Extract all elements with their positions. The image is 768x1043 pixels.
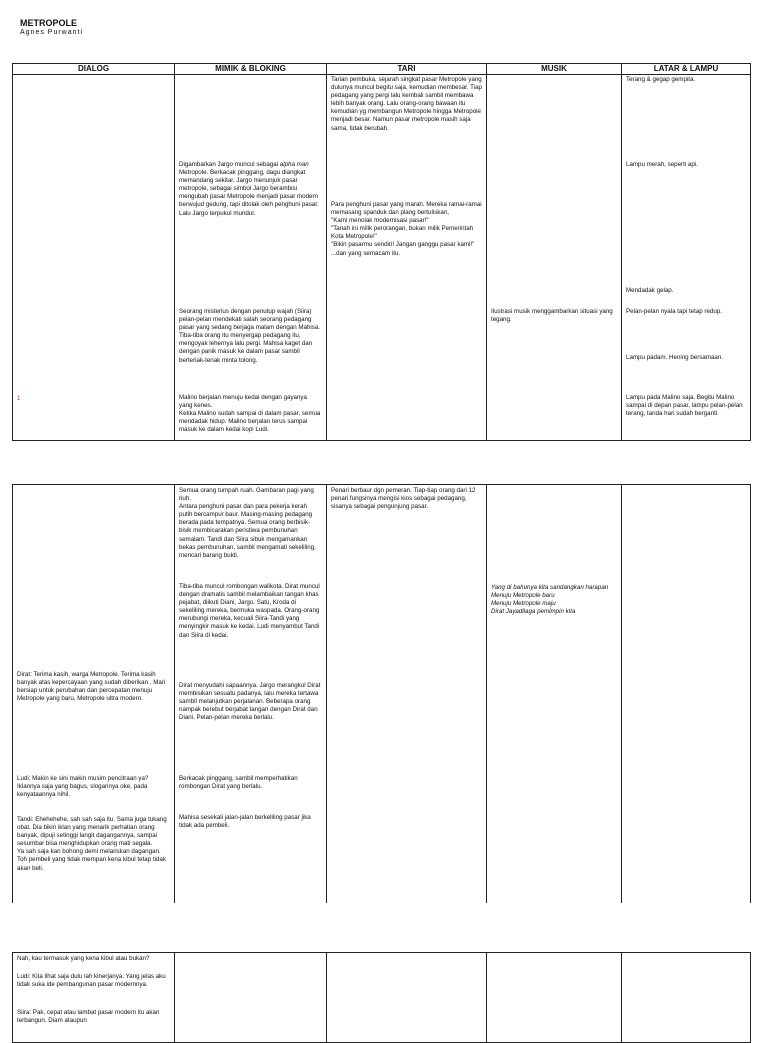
document-header — [20, 18, 83, 38]
latar-cell — [622, 75, 751, 441]
table-row — [13, 485, 751, 903]
script-table-page-2 — [12, 484, 751, 903]
dialog-text: Kita lihat saja dulu lah kinerjanya. Yang jelas aku tidak suka ide pembangunan pasar modernnya. — [17, 973, 166, 989]
mimik-cell — [175, 75, 327, 441]
table-row — [13, 75, 751, 441]
mimik-text: Digambarkan Jargo muncul sebagai alpha man Metropole. Berkacak pinggang, dagu diangkat memandang sekitar. Jargo menunjuk pasar metropole, sebagai simbol Jargo berambisi mengubah pasar Metropole menjadi pasar modern berwujud gedung, tapi ditolak oleh penghuni pasar. Lalu Jargo terpukul mundur. — [179, 161, 319, 217]
musik-cell — [487, 485, 622, 903]
dialog-cell — [13, 485, 175, 903]
tari-cell — [327, 75, 487, 441]
dialog-text: Pak, cepat atau lambat pasar modern itu akan terbangun. Diam ataupun — [17, 1009, 160, 1025]
column-header-mimik: MIMIK & BLOKING — [175, 64, 327, 75]
document-title: METROPOLE — [20, 18, 78, 28]
dialog-cell — [13, 75, 175, 441]
dialog-cell — [13, 953, 175, 1043]
dialog-line — [17, 955, 170, 963]
dialog-line — [17, 775, 170, 799]
tari-text: Penari berbaur dgn pemeran. Tiap-tiap orang dari 12 penari fungsinya mengisi kios sebagai pedagang, sisanya sebagai pengunjung pasar. — [331, 487, 476, 511]
speaker-name: Ludi: — [17, 973, 31, 980]
mimik-cell — [175, 953, 327, 1043]
latar-text: Terang & gegap gempita. — [626, 76, 696, 83]
column-header-dialog: DIALOG — [13, 64, 175, 75]
latar-cell — [622, 953, 751, 1043]
dialog-line — [17, 1009, 170, 1025]
dialog-line — [17, 671, 170, 703]
latar-text: Mendadak gelap. — [626, 287, 674, 294]
latar-text: Lampu padam. Hening bersamaan. — [626, 354, 723, 361]
dialog-text: Terima kasih, warga Metropole. Terima kasih banyak atas kepercayaan yang sudah diberikan . Mari bersiap untuk perubahan dan percepatan menuju Metropole yang baru, Metropole ultra modern. — [17, 671, 166, 703]
mimik-text: Berkacak pinggang, sambil memperhatikan rombongan Dirat yang berlalu. — [179, 775, 298, 791]
column-header-musik: MUSIK — [487, 64, 622, 75]
dialog-text: Makin ke sini makin musim pencitraan ya? Iklannya saja yang bagus, slogannya oke, pada kenyataannya nihil. — [17, 775, 149, 799]
script-table-page-3 — [12, 952, 751, 1043]
speaker-name: Siira: — [17, 1009, 32, 1016]
tari-text: Tarian pembuka, sejarah singkat pasar Metropole yang dulunya muncul begitu saja, kemudian membesar. Tiap pedagang yang pergi lalu kembali sambil membawa lebih banyak orang. Lalu orang-orang bawaan itu kemudian yg membangun Metropole hingga Metropole menjadi besar. Namun pasar metropole masih saja sama, tidak berubah. — [331, 76, 482, 132]
latar-text: Lampu merah, seperti api. — [626, 161, 698, 168]
mimik-text: Tiba-tiba muncul rombongan walikota. Dirat muncul dengan dramatis sambil melambaikan tangan khas pejabat, diikuti Diani, Jargo. Satu, Kroda di sekeliling mereka, bermuka waspada. Orang-orang merubungi mereka, kecuali Siira-Tandi yang menyingkir masuk ke kedai. Ludi menyambut Tandi dan Siira di kedai. — [179, 583, 320, 639]
dialog-text: Ehehehehe, sah sah saja itu. Sama juga tukang obat. Dia bikin iklan yang menarik perhatian orang banyak, dipuji setinggi langit dagangannya, sampai sesumbar bisa menghidupkan orang mati segala. Ya sah saja kan bohong demi melariskan dagangan. Toh pembeli yang tidak mempan kena kibul tetap tidak akan beli. — [17, 816, 167, 872]
mimik-text: Mahisa sesekali jalan-jalan berkeliling pasar jika tidak ada pembeli. — [179, 814, 311, 830]
musik-cell — [487, 953, 622, 1043]
latar-text: Lampu pada Malino saja. Begitu Malino sampai di depan pasar, lampu pelan-pelan terang, tanda hari sudah berganti. — [626, 394, 743, 418]
speaker-name: Ludi: — [17, 775, 31, 782]
tari-cell — [327, 953, 487, 1043]
dialog-line — [17, 973, 170, 989]
musik-text: Ilustrasi musik menggambarkan situasi yang tegang. — [491, 308, 613, 324]
column-header-tari: TARI — [327, 64, 487, 75]
musik-cell — [487, 75, 622, 441]
song-lyrics: Yang di bahunya kita sandangkan harapan Menuju Metropole baru Menuju Metropole maju Dirat Jayadilaga pemimpin kita — [491, 584, 609, 616]
mimik-text: Semua orang tumpah ruah. Gambaran pagi yang riuh. Antara penghuni pasar dan para pekerja kerah putih bercampur baur. Masing-masing pedagang berada pada tempatnya. Semua orang berbisik-bisik membicarakan peristiwa pembunuhan semalam. Tandi dan Siira sibuk mengamankan bekas pembunuhan, sambil mengamati sekeliling, mencari barang bukti. — [179, 487, 316, 559]
mimik-text: Malino berjalan menuju kedai dengan gayanya yang kenes. Ketika Malino sudah sampai di dalam pasar, semua mendadak hidup. Malino berjalan terus sampai masuk ke dalam kedai kopi Ludi. — [179, 394, 321, 434]
scene-number: 1 — [17, 395, 21, 402]
script-table-page-1 — [12, 63, 751, 441]
column-header-latar: LATAR & LAMPU — [622, 64, 751, 75]
latar-text: Pelan-pelan nyala tapi tetap redup. — [626, 308, 722, 315]
mimik-cell — [175, 485, 327, 903]
table-header-row — [13, 64, 751, 75]
tari-text: Para penghuni pasar yang marah. Mereka ramai-ramai memasang spanduk dan plang bertuliskan, "Kami menolak modernisasi pasar!" "Tanah ini milik perorangan, bukan milik Pemerintah Kota Metropole!" "Bikin pasarmu sendiri! Jangan ganggu pasar kami!" ...dan yang semacam itu. — [331, 201, 482, 257]
table-row — [13, 953, 751, 1043]
tari-cell — [327, 485, 487, 903]
speaker-name: Dirat: — [17, 671, 32, 678]
mimik-text: Dirat menyudahi sapaannya. Jargo merangkul Dirat membisikan sesuatu padanya, lalu mereka tertawa sambil melanjutkan perjalanan. Beberapa orang nampak berebut berjabat tangan dengan Dirat dan Diani. Pelan-pelan mereka berlalu. — [179, 682, 321, 722]
document-author: Agnes Purwanti — [20, 29, 84, 36]
mimik-text: Seorang misterius dengan penutup wajah (Siira) pelan-pelan mendekati salah seorang pedagang pasar yang sedang berjaga malam dengan Mahisa. Tiba-tiba orang itu menyergap pedagang itu, mengoyak lehernya lalu pergi. Mahisa kaget dan dengan panik masuk ke dalam pasar sambil berteriak-teriak minta tolong. — [179, 308, 321, 364]
latar-cell — [622, 485, 751, 903]
dialog-line — [17, 816, 170, 873]
speaker-name: Tandi: — [17, 816, 34, 823]
dialog-text: Nah, kau termasuk yang kena kibul atau bukan? — [17, 955, 150, 962]
